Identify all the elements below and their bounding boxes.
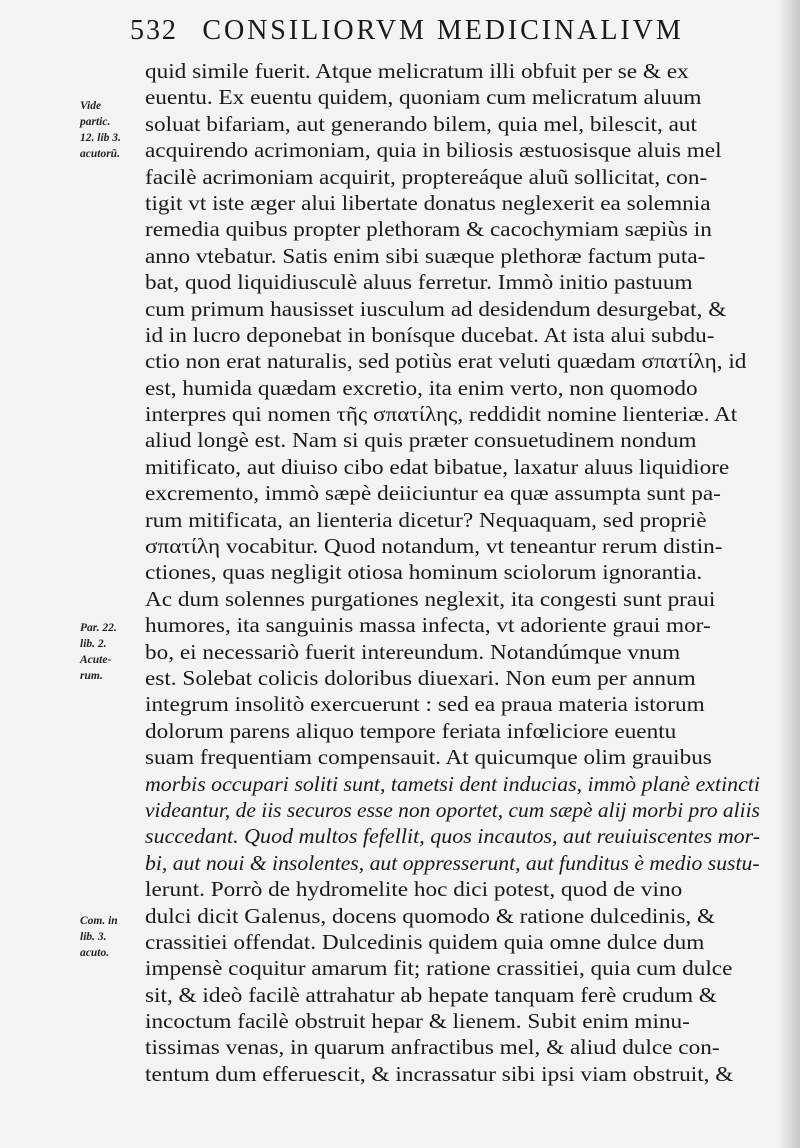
marginal-note-line: 12. lib 3. — [80, 132, 121, 144]
text-line: sit, & ideò facilè attrahatur ab hepate tanquam ferè crudum & — [145, 982, 717, 1007]
text-line: remedia quibus propter plethoram & cacochymiam sæpiùs in — [145, 217, 712, 242]
text-line: humores, ita sanguinis massa infecta, vt adoriente graui mor- — [145, 613, 711, 638]
marginal-note-line: acuto. — [80, 947, 110, 959]
text-line: succedant. Quod multos fefellit, quos incautos, aut reuiuiscentes mor- — [145, 824, 761, 849]
marginal-note-line: lib. 2. — [80, 638, 107, 650]
text-line: bi, aut noui & insolentes, aut oppresserunt, aut funditus è medio sustu- — [145, 850, 760, 875]
marginal-note-line: partic. — [80, 116, 111, 128]
text-line: rum mitificata, an lienteria dicetur? Nequaquam, sed propriè — [145, 507, 707, 532]
text-line: euentu. Ex euentu quidem, quoniam cum melicratum aluum — [145, 85, 702, 110]
text-line: ctio non erat naturalis, sed potiùs erat veluti quædam σπατίλη, id — [145, 349, 747, 374]
text-line: id in lucro deponebat in bonísque ducebat. At ista alui subdu- — [145, 322, 715, 347]
marginal-note — [80, 98, 121, 162]
text-line: suam frequentiam compensauit. At quicumque olim grauibus — [145, 745, 712, 770]
text-line: lerunt. Porrò de hydromelite hoc dici potest, quod de vino — [145, 877, 683, 902]
text-line: bo, ei necessariò fuerit intereundum. Notandúmque vnum — [145, 639, 681, 664]
text-line: quid simile fuerit. Atque melicratum illi obfuit per se & ex — [145, 59, 689, 83]
marginal-note — [80, 620, 117, 684]
marginal-note-line: Acute- — [80, 654, 112, 666]
text-line: soluat bifariam, aut generando bilem, quia mel, bilescit, aut — [145, 111, 697, 136]
text-line: bat, quod liquidiusculè aluus ferretur. Immò initio pastuum — [145, 270, 693, 295]
text-line: est. Solebat colicis doloribus diuexari. Non eum per annum — [145, 665, 696, 690]
text-line: tissimas venas, in quarum anfractibus mel, & aliud dulce con- — [145, 1035, 720, 1060]
marginal-note-line: Vide — [80, 100, 102, 112]
text-line: tigit vt iste æger alui libertate donatus neglexerit ea solemnia — [145, 190, 711, 215]
marginal-note-line: acutorũ. — [80, 148, 120, 160]
text-line: σπατίλη vocabitur. Quod notandum, vt teneantur rerum distin- — [145, 534, 723, 559]
text-line: tentum dum efferuescit, & incrassatur sibi ipsi viam obstruit, & — [145, 1061, 734, 1086]
text-line: Ac dum solennes purgationes neglexit, ita congesti sunt praui — [145, 586, 716, 611]
text-line: facilè acrimoniam acquirit, proptereáque aluũ sollicitat, con- — [145, 164, 708, 189]
text-line: cum primum hausisset iusculum ad desidendum desurgebat, & — [145, 296, 727, 321]
text-line: videantur, de iis securos esse non oportet, cum sæpè alij morbi pro aliis — [145, 797, 760, 822]
text-line: aliud longè est. Nam si quis præter consuetudinem nondum — [145, 428, 697, 453]
marginal-note-line: Par. 22. — [80, 622, 117, 634]
running-title: CONSILIORVM MEDICINALIVM — [202, 14, 684, 46]
marginal-note — [80, 913, 118, 961]
body-text — [145, 58, 760, 1087]
text-line: integrum insolitò exercuerunt : sed ea praua materia istorum — [145, 692, 705, 717]
page-number: 532 — [130, 14, 178, 46]
text-line: impensè coquitur amarum fit; ratione crassitiei, quia cum dulce — [145, 956, 733, 981]
text-line: morbis occupari soliti sunt, tametsi dent inducias, immò planè extincti — [145, 771, 760, 796]
text-line: dulci dicit Galenus, docens quomodo & ratione dulcedinis, & — [145, 903, 716, 928]
marginal-note-line: Com. in — [80, 915, 118, 927]
text-line: crassitiei offendat. Dulcedinis quidem quia omne dulce dum — [145, 929, 705, 954]
marginal-note-line: lib. 3. — [80, 931, 107, 943]
text-line: mitificato, aut diuiso cibo edat bibatue, laxatur aluus liquidiore — [145, 454, 730, 479]
text-line: incoctum facilè obstruit hepar & lienem. Subit enim minu- — [145, 1009, 690, 1034]
page-header — [130, 14, 730, 47]
text-line: anno vtebatur. Satis enim sibi suæque plethoræ factum puta- — [145, 243, 706, 268]
text-line: interpres qui nomen τῆς σπατίλης, reddidit nomine lienteriæ. At — [145, 402, 738, 427]
marginal-note-line: rum. — [80, 670, 103, 682]
text-line: est, humida quædam excretio, ita enim verto, non quomodo — [145, 375, 698, 400]
text-line: dolorum parens aliquo tempore feriata infœliciore euentu — [145, 718, 677, 743]
text-line: excremento, immò sæpè deiiciuntur ea quæ assumpta sunt pa- — [145, 481, 721, 506]
text-line: ctiones, quas negligit otiosa hominum sciolorum ignorantia. — [145, 560, 703, 585]
text-line: acquirendo acrimoniam, quia in biliosis æstuosisque aluis mel — [145, 138, 722, 163]
